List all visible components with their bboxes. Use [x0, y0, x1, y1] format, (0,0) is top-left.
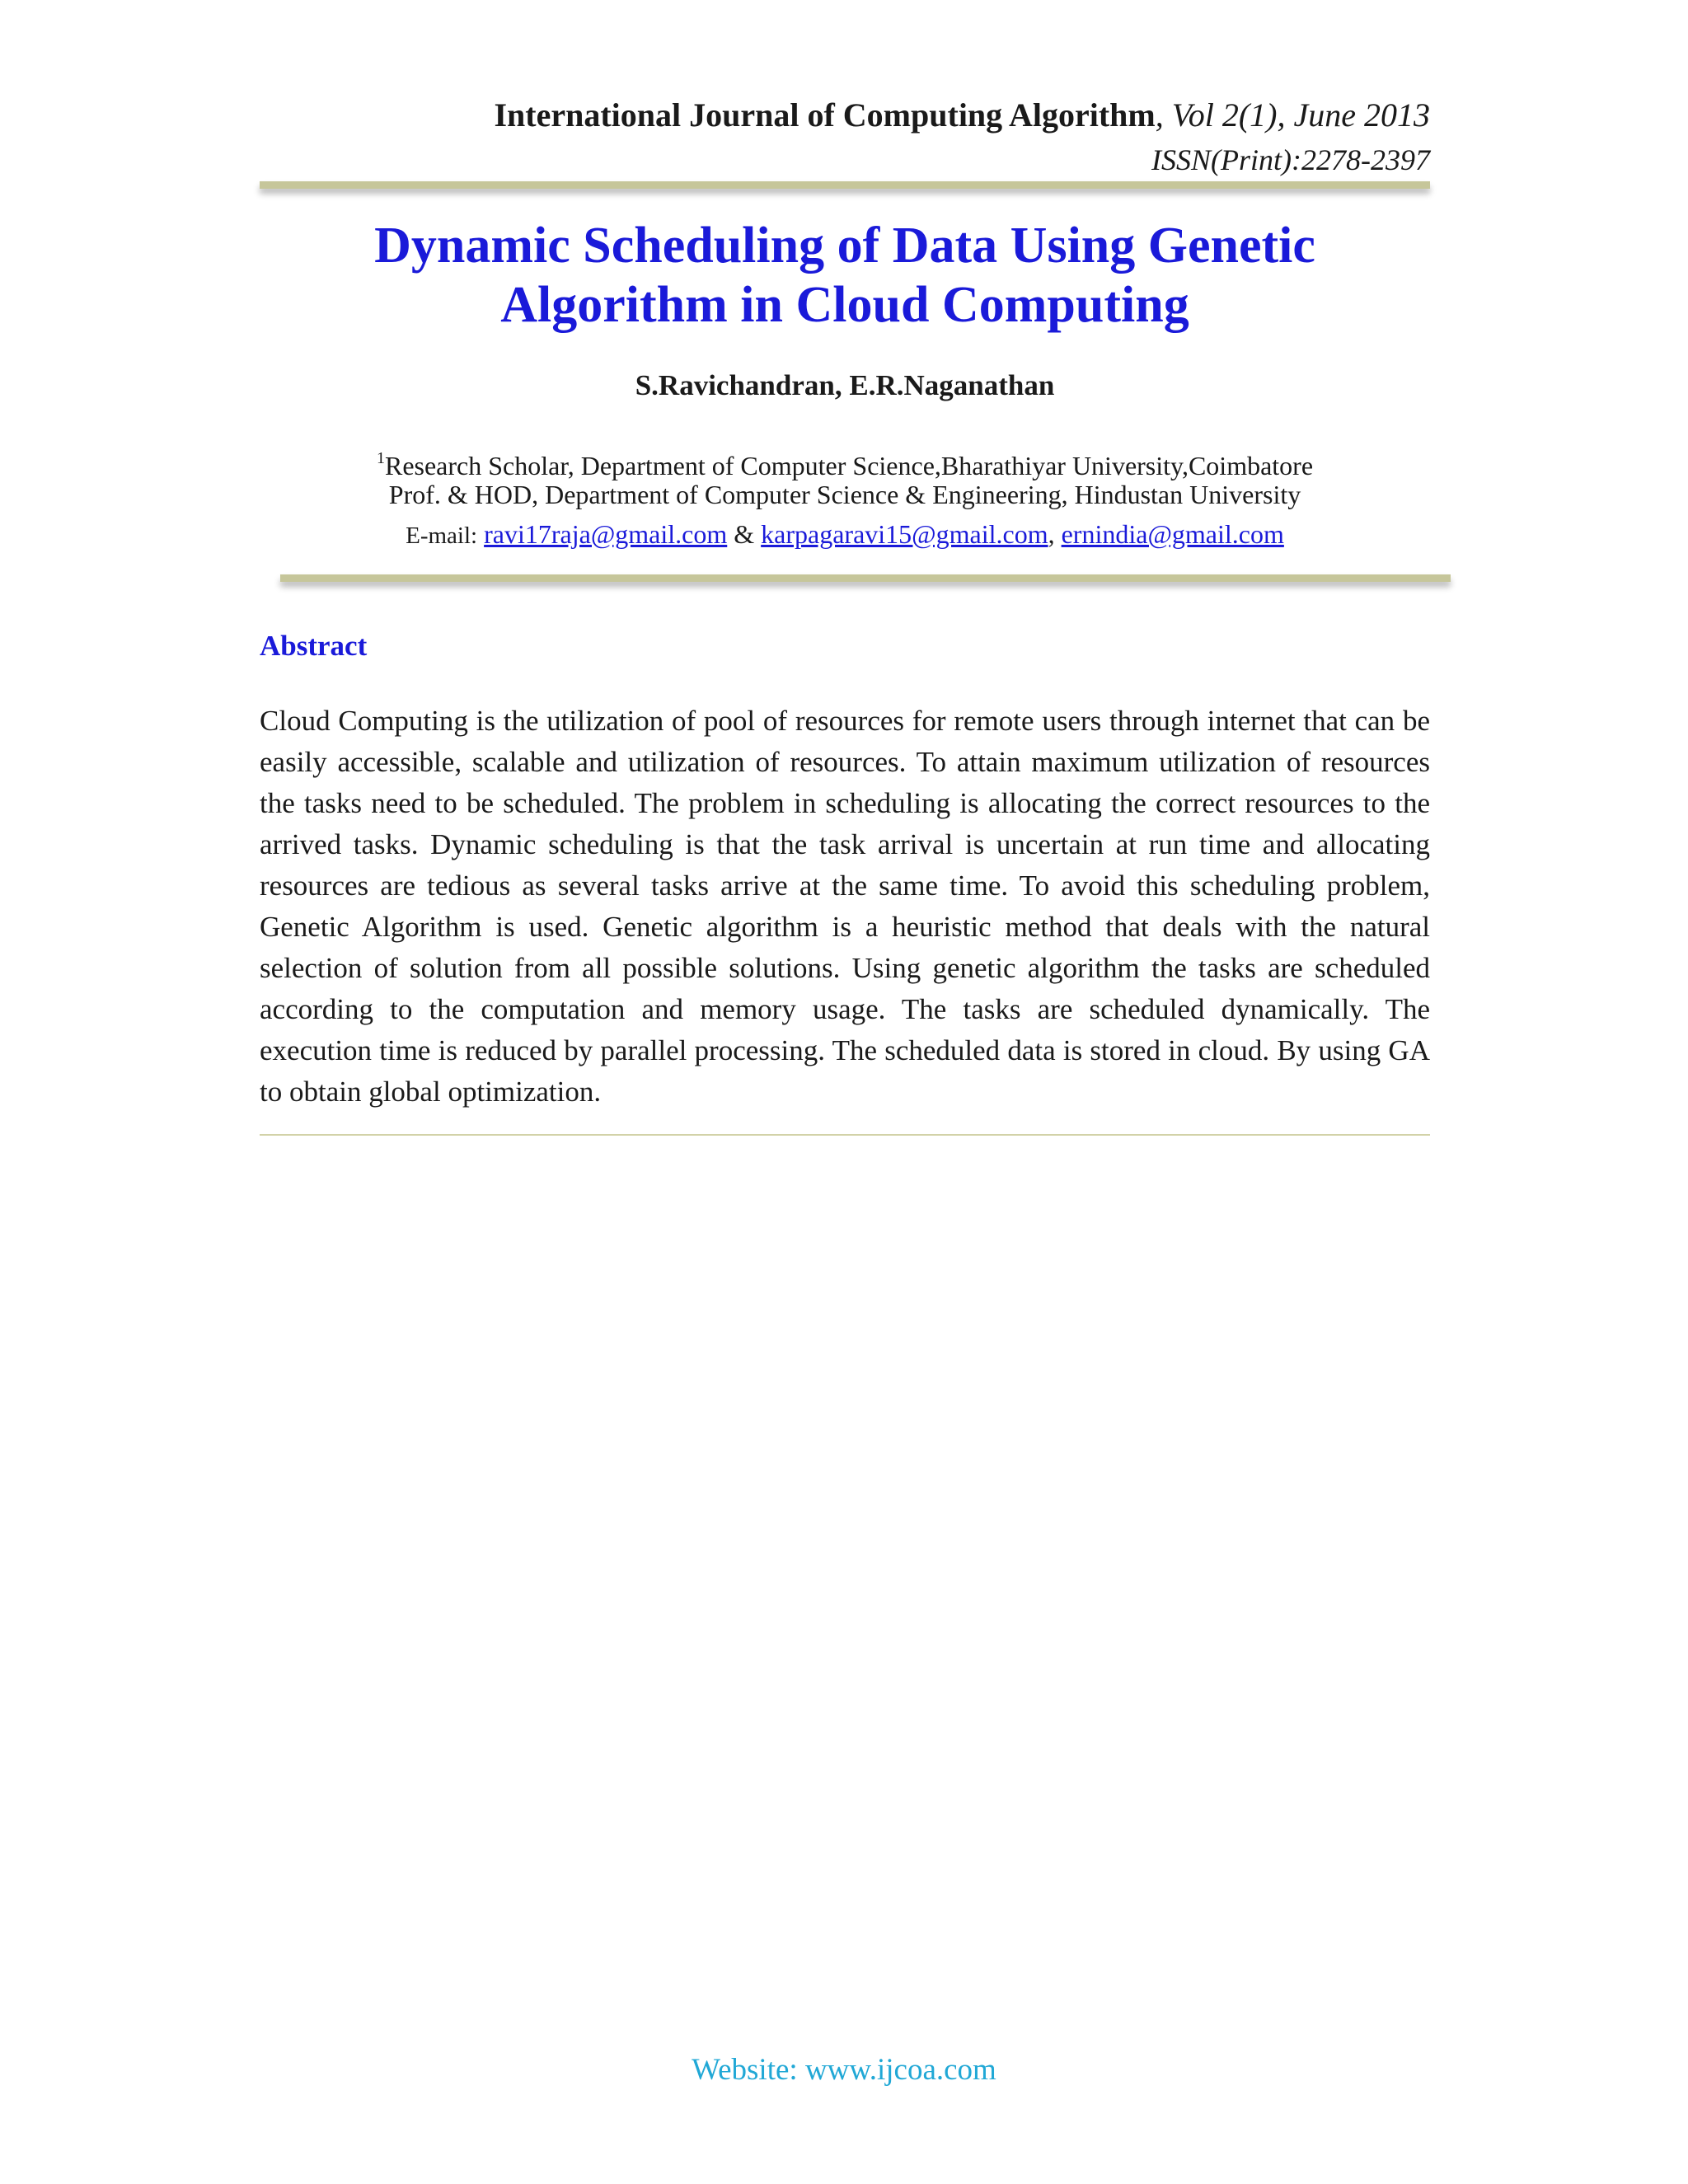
abstract-divider — [260, 1134, 1430, 1136]
running-header — [260, 92, 1430, 180]
journal-name: International Journal of Computing Algorithm — [494, 96, 1156, 134]
email-label: E-mail: — [406, 523, 478, 549]
paper-title — [260, 216, 1430, 335]
abstract-heading: Abstract — [260, 630, 368, 662]
affiliation-marker: 1 — [376, 449, 385, 467]
paper-title-line-2: Algorithm in Cloud Computing — [500, 277, 1189, 333]
title-block-divider — [280, 574, 1451, 582]
email-link-1[interactable]: ravi17raja@gmail.com — [484, 519, 728, 549]
journal-volume: , Vol 2(1), June 2013 — [1155, 96, 1430, 134]
header-divider — [260, 181, 1430, 189]
footer-website[interactable]: Website: www.ijcoa.com — [692, 2053, 996, 2087]
email-link-3[interactable]: ernindia@gmail.com — [1061, 519, 1284, 549]
abstract-body: Cloud Computing is the utilization of pool of resources for remote users through internet that can be easily accessible, scalable and utilization of resources. To attain maximum utilization of resources the tasks need to be scheduled. The problem in scheduling is allocating the correct resources to the arrived tasks. Dynamic scheduling is that the task arrival is uncertain at run time and allocating resources are tedious as several tasks arrive at the same time. To avoid this scheduling problem, Genetic Algorithm is used. Genetic algorithm is a heuristic method that deals with the natural selection of solution from all possible solutions. Using genetic algorithm the tasks are scheduled according to the computation and memory usage. The tasks are scheduled dynamically. The execution time is reduced by parallel processing. The scheduled data is stored in cloud. By using GA to obtain global optimization. — [260, 705, 1430, 1108]
email-separator-1: & — [727, 519, 762, 549]
journal-issn: ISSN(Print):2278-2397 — [1151, 143, 1430, 176]
journal-citation — [260, 92, 1430, 138]
email-line — [260, 516, 1430, 554]
paper-title-line-1: Dynamic Scheduling of Data Using Genetic — [374, 218, 1315, 274]
affiliation-1-text: Research Scholar, Department of Computer Science,Bharathiyar University,Coimbatore — [384, 451, 1314, 480]
paper-authors: S.Ravichandran, E.R.Naganathan — [635, 369, 1055, 401]
affiliation-2: Prof. & HOD, Department of Computer Science & Engineering, Hindustan University — [388, 480, 1301, 509]
email-separator-2: , — [1048, 519, 1062, 549]
email-link-2[interactable]: karpagaravi15@gmail.com — [761, 519, 1048, 549]
